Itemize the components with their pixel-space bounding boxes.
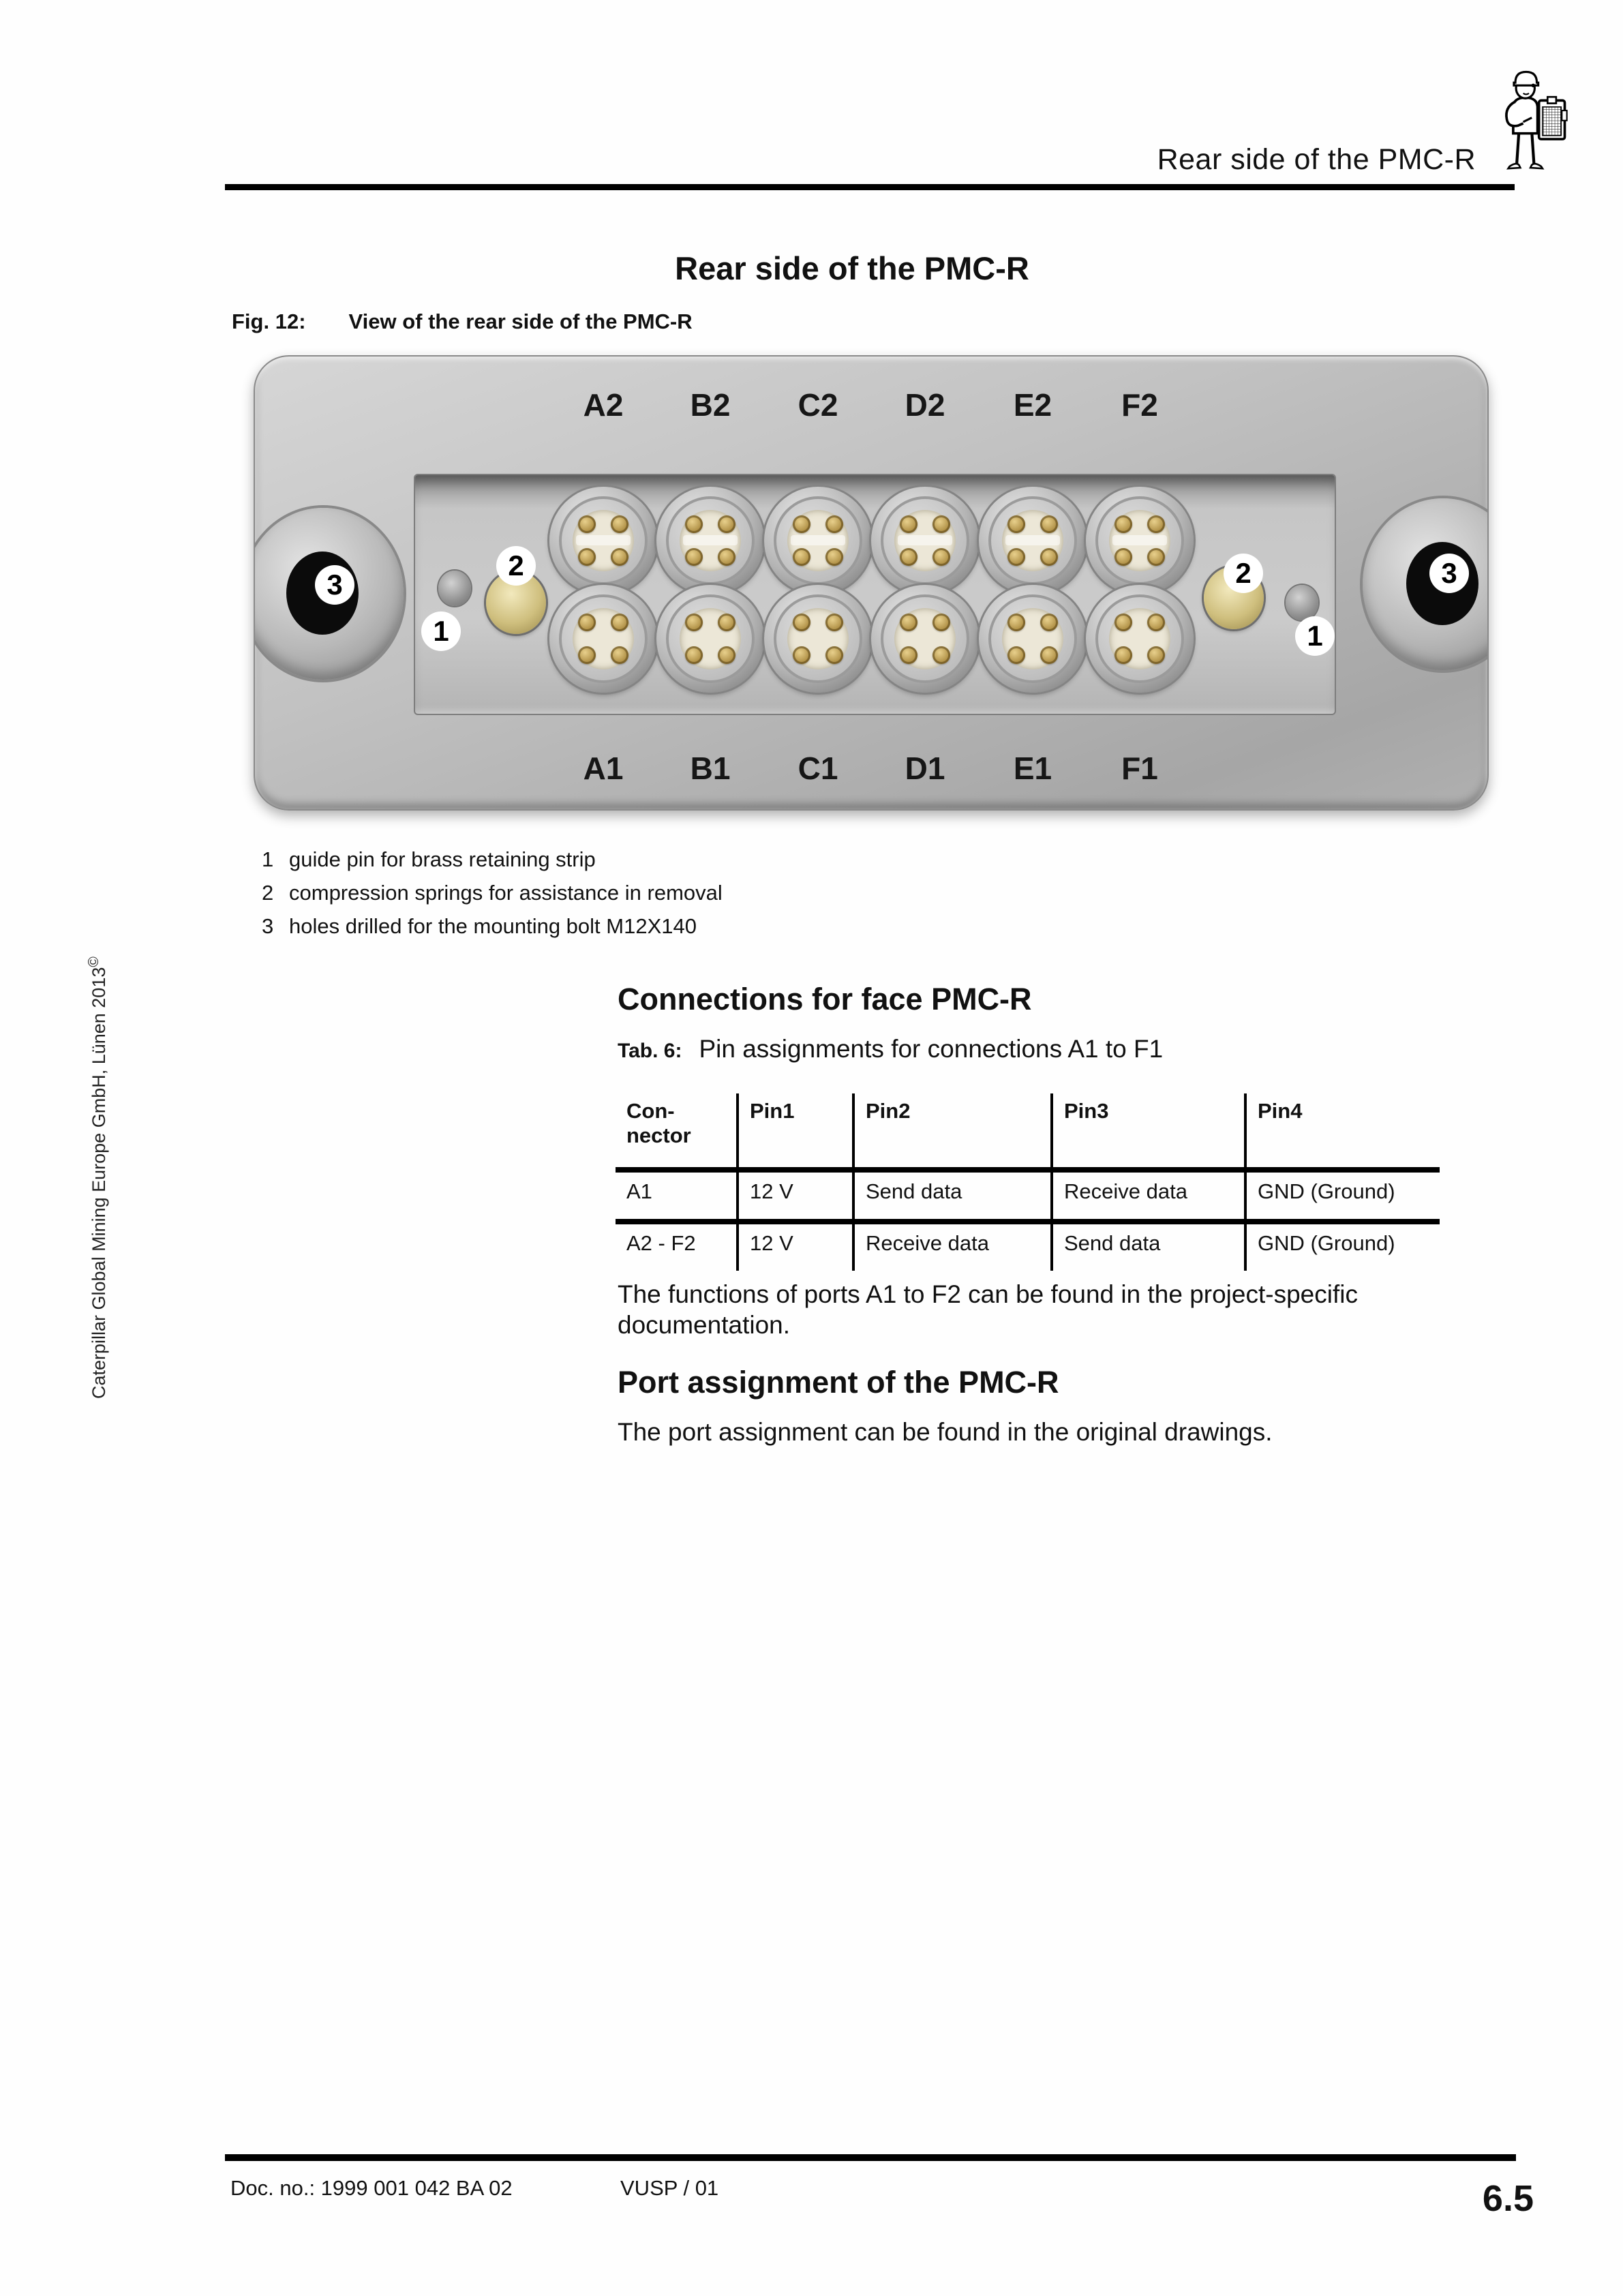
table-label: Tab. 6:	[618, 1040, 682, 1062]
label-a2: A2	[583, 387, 624, 423]
cell-pin2: Receive data	[853, 1222, 1052, 1271]
figure-label: Fig. 12:	[232, 309, 306, 333]
label-e2: E2	[1013, 387, 1052, 423]
connector-c1	[764, 585, 872, 693]
col-header-pin1: Pin1	[738, 1093, 853, 1170]
cell-pin3: Send data	[1052, 1222, 1245, 1271]
port-paragraph: The port assignment can be found in the original drawings.	[618, 1418, 1273, 1446]
label-c1: C1	[798, 751, 838, 786]
col-header-pin2: Pin2	[853, 1093, 1052, 1170]
copyright-sidebar	[86, 956, 110, 1399]
callout-3-badge: 3	[315, 565, 354, 605]
table-header-row	[616, 1093, 1440, 1170]
figure-photo	[251, 351, 1491, 815]
cell-pin3: Receive data	[1052, 1170, 1245, 1222]
header-title: Rear side of the PMC-R	[1157, 143, 1476, 176]
pin-assignment-table	[616, 1093, 1440, 1271]
connector-f2	[1086, 487, 1194, 594]
col-header-pin3: Pin3	[1052, 1093, 1245, 1170]
connector-b1	[656, 585, 764, 693]
cell-connector: A2 - F2	[626, 1231, 696, 1255]
connections-paragraph: The functions of ports A1 to F2 can be found in the project-specific documentation.	[618, 1280, 1358, 1339]
table-caption-row	[618, 1035, 1163, 1063]
table-row	[616, 1170, 1440, 1222]
connector-a2	[549, 487, 657, 594]
connections-heading: Connections for face PMC-R	[618, 982, 1032, 1016]
label-d1: D1	[905, 751, 945, 786]
label-a1: A1	[583, 751, 624, 786]
connector-d1	[871, 585, 979, 693]
callout-2-badge: 2	[1224, 554, 1263, 593]
cell-pin1: 12 V	[738, 1170, 853, 1222]
cell-pin4: GND (Ground)	[1245, 1170, 1440, 1222]
legend-num: 2	[262, 881, 274, 905]
cell-pin1: 12 V	[738, 1222, 853, 1271]
legend-item	[262, 914, 697, 939]
legend-item	[262, 847, 596, 872]
label-f2: F2	[1121, 387, 1158, 423]
legend-text: compression springs for assistance in removal	[289, 881, 723, 905]
connector-b2	[656, 487, 764, 594]
callout-2-badge: 2	[496, 546, 536, 586]
page-title: Rear side of the PMC-R	[675, 250, 1029, 286]
legend-num: 3	[262, 914, 274, 938]
label-f1: F1	[1121, 751, 1158, 786]
callout-3-badge: 3	[1429, 554, 1469, 593]
worker-clipboard-icon	[1486, 48, 1572, 199]
legend-num: 1	[262, 847, 274, 871]
metal-plate	[254, 355, 1489, 811]
copyright-text: Caterpillar Global Mining Europe GmbH, Lünen 2013	[89, 967, 109, 1399]
label-c2: C2	[798, 387, 838, 423]
callout-1-badge: 1	[1295, 616, 1335, 656]
cell-pin4: GND (Ground)	[1245, 1222, 1440, 1271]
legend-item	[262, 881, 723, 905]
connector-a1	[549, 585, 657, 693]
footer-page-number: 6.5	[1482, 2178, 1534, 2219]
figure-caption-text: View of the rear side of the PMC-R	[348, 309, 693, 333]
figure-caption	[232, 309, 693, 334]
label-b1: B1	[690, 751, 731, 786]
header-rule	[225, 184, 1515, 190]
table-row	[616, 1222, 1440, 1271]
connector-e1	[979, 585, 1087, 693]
guide-pin-right	[1286, 585, 1318, 620]
copyright-symbol: ©	[86, 956, 102, 967]
footer-rule	[225, 2154, 1516, 2161]
table-caption: Pin assignments for connections A1 to F1	[699, 1035, 1164, 1063]
col-header-pin4: Pin4	[1245, 1093, 1440, 1170]
mounting-hole-right	[1363, 498, 1489, 670]
connector-f1	[1086, 585, 1194, 693]
guide-pin-left	[438, 571, 471, 606]
legend-text: guide pin for brass retaining strip	[289, 847, 596, 871]
footer-doc-number: Doc. no.: 1999 001 042 BA 02	[230, 2176, 513, 2200]
label-e1: E1	[1013, 751, 1052, 786]
connector-c2	[764, 487, 872, 594]
port-heading: Port assignment of the PMC-R	[618, 1365, 1059, 1400]
connector-e2	[979, 487, 1087, 594]
col-header-connector: Con-nector	[626, 1099, 691, 1147]
cell-connector: A1	[626, 1179, 652, 1203]
label-b2: B2	[690, 387, 731, 423]
callout-1-badge: 1	[421, 611, 461, 651]
footer-version-code: VUSP / 01	[620, 2176, 719, 2200]
cell-pin2: Send data	[853, 1170, 1052, 1222]
label-d2: D2	[905, 387, 945, 423]
legend-text: holes drilled for the mounting bolt M12X140	[289, 914, 697, 938]
connector-d2	[871, 487, 979, 594]
